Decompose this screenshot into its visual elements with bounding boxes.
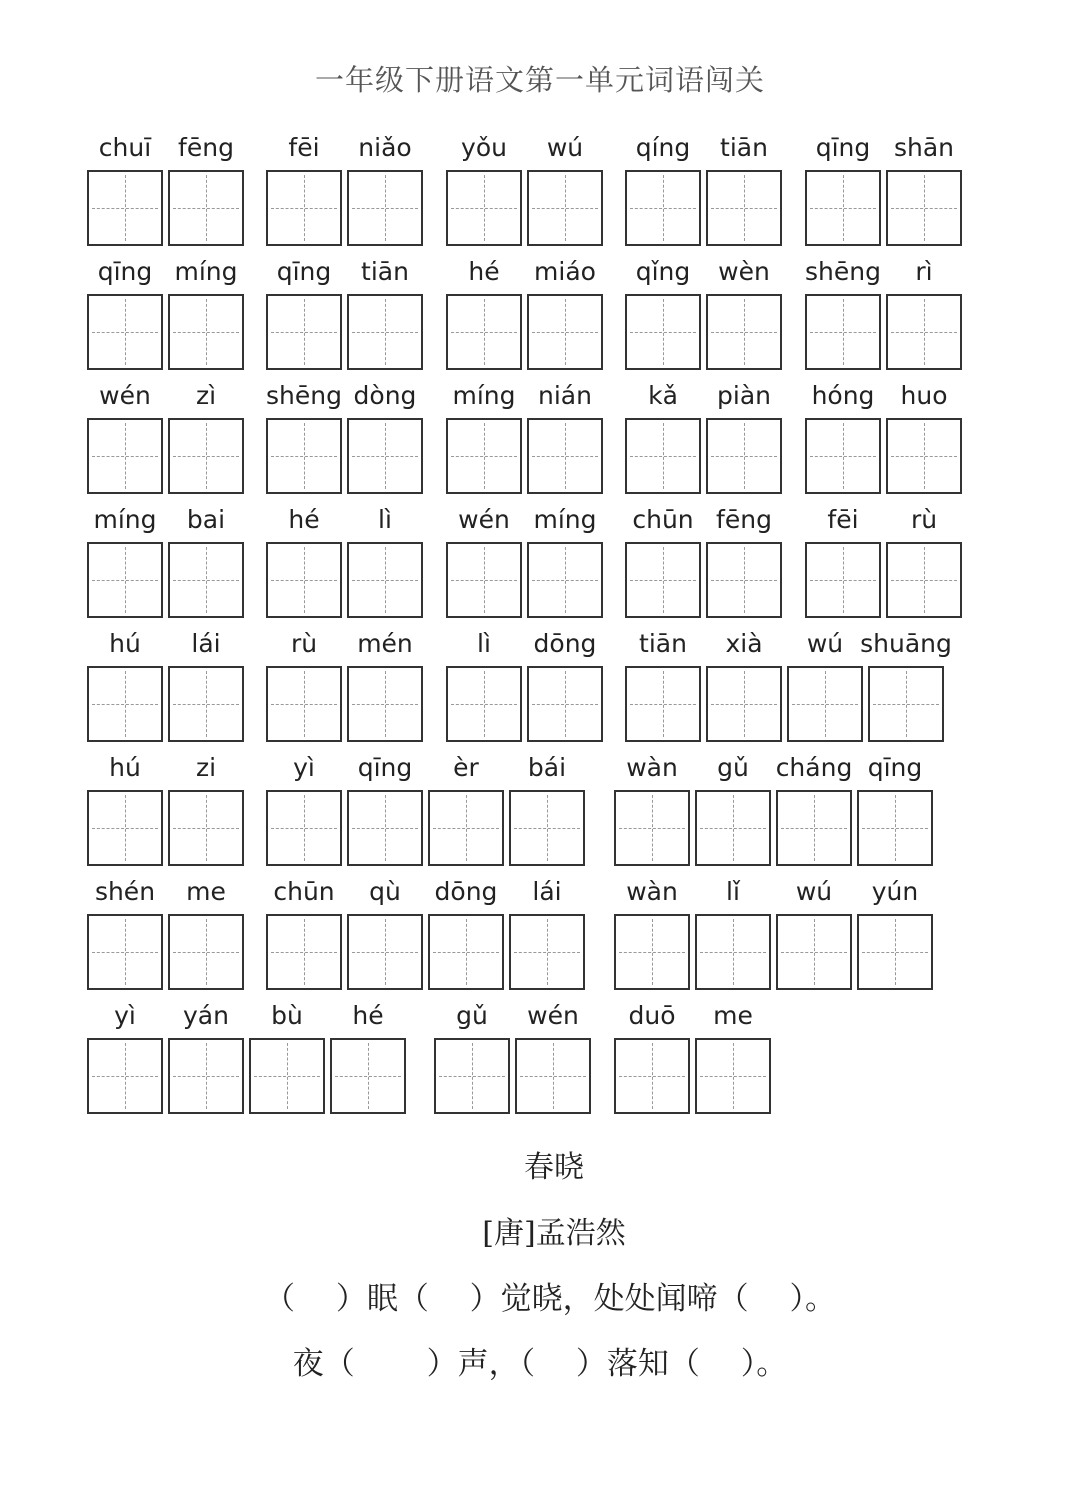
tianzige-writing-box[interactable]	[776, 914, 852, 990]
tianzige-writing-box[interactable]	[347, 790, 423, 866]
pinyin-label: míng	[533, 505, 597, 534]
pinyin-label: shén	[94, 877, 156, 906]
pinyin-label: shēng	[805, 257, 881, 286]
character-cell	[87, 629, 163, 741]
pinyin-label: wàn	[626, 753, 678, 782]
character-cell	[168, 133, 244, 245]
tianzige-writing-box[interactable]	[446, 666, 522, 742]
character-cell	[446, 629, 522, 741]
pinyin-label: wén	[527, 1001, 579, 1030]
word-group	[446, 629, 608, 741]
word-group	[805, 257, 967, 369]
tianzige-writing-box[interactable]	[446, 170, 522, 246]
pinyin-label: yún	[871, 877, 919, 906]
poem-line-2: 夜（ ）声，（ ）落知（ ）。	[292, 1346, 788, 1382]
tianzige-writing-box[interactable]	[87, 542, 163, 618]
word-group	[266, 877, 590, 989]
pinyin-label: tiān	[720, 133, 768, 162]
pinyin-label: cháng	[775, 753, 853, 782]
pinyin-label: niǎo	[358, 133, 412, 162]
character-cell	[428, 877, 504, 989]
pinyin-label: wén	[99, 381, 151, 410]
character-cell	[857, 753, 933, 865]
pinyin-label: qīng	[276, 257, 332, 286]
tianzige-writing-box[interactable]	[347, 418, 423, 494]
character-cell	[168, 629, 244, 741]
character-cell	[787, 629, 863, 741]
pinyin-label: shēng	[266, 381, 342, 410]
pinyin-label: wú	[795, 877, 833, 906]
tianzige-writing-box[interactable]	[625, 170, 701, 246]
tianzige-writing-box[interactable]	[434, 1038, 510, 1114]
tianzige-writing-box[interactable]	[249, 1038, 325, 1114]
tianzige-writing-box[interactable]	[347, 666, 423, 742]
tianzige-writing-box[interactable]	[695, 790, 771, 866]
tianzige-writing-box[interactable]	[87, 914, 163, 990]
character-cell	[527, 505, 603, 617]
tianzige-writing-box[interactable]	[805, 170, 881, 246]
character-cell	[446, 133, 522, 245]
character-cell	[805, 381, 881, 493]
tianzige-writing-box[interactable]	[347, 542, 423, 618]
tianzige-writing-box[interactable]	[428, 790, 504, 866]
character-cell	[614, 877, 690, 989]
character-cell	[168, 505, 244, 617]
tianzige-writing-box[interactable]	[625, 666, 701, 742]
word-group	[87, 753, 249, 865]
tianzige-writing-box[interactable]	[87, 418, 163, 494]
character-cell	[695, 877, 771, 989]
tianzige-writing-box[interactable]	[347, 294, 423, 370]
character-cell	[266, 629, 342, 741]
pinyin-label: qīng	[867, 753, 923, 782]
character-cell	[614, 1001, 690, 1113]
word-group	[266, 381, 428, 493]
word-group	[805, 133, 967, 245]
word-group	[87, 381, 249, 493]
pinyin-label: wú	[806, 629, 844, 658]
word-group	[625, 133, 787, 245]
tianzige-writing-box[interactable]	[886, 542, 962, 618]
pinyin-label: chūn	[632, 505, 694, 534]
character-cell	[625, 505, 701, 617]
word-row	[0, 133, 1080, 245]
tianzige-writing-box[interactable]	[446, 294, 522, 370]
pinyin-label: xià	[725, 629, 763, 658]
character-cell	[886, 133, 962, 245]
pinyin-label: lì	[378, 505, 392, 534]
pinyin-label: chūn	[273, 877, 335, 906]
word-group	[266, 629, 428, 741]
tianzige-writing-box[interactable]	[527, 418, 603, 494]
tianzige-writing-box[interactable]	[706, 418, 782, 494]
pinyin-label: fēi	[827, 505, 859, 534]
pinyin-label: dōng	[533, 629, 597, 658]
tianzige-writing-box[interactable]	[509, 790, 585, 866]
word-group	[446, 133, 608, 245]
character-cell	[87, 877, 163, 989]
tianzige-writing-box[interactable]	[886, 294, 962, 370]
tianzige-writing-box[interactable]	[886, 418, 962, 494]
pinyin-label: wèn	[718, 257, 770, 286]
word-group	[614, 877, 938, 989]
word-group	[266, 505, 428, 617]
pinyin-label: míng	[452, 381, 516, 410]
tianzige-writing-box[interactable]	[527, 666, 603, 742]
tianzige-writing-box[interactable]	[857, 790, 933, 866]
word-row	[0, 877, 1080, 989]
tianzige-writing-box[interactable]	[857, 914, 933, 990]
pinyin-label: hóng	[811, 381, 875, 410]
word-group	[434, 1001, 596, 1113]
character-cell	[87, 381, 163, 493]
tianzige-writing-box[interactable]	[87, 790, 163, 866]
tianzige-writing-box[interactable]	[168, 790, 244, 866]
character-cell	[857, 877, 933, 989]
character-cell	[168, 753, 244, 865]
word-group	[87, 505, 249, 617]
character-cell	[266, 505, 342, 617]
pinyin-label: fēng	[178, 133, 234, 162]
word-group	[446, 381, 608, 493]
pinyin-label: qù	[369, 877, 401, 906]
word-row	[0, 753, 1080, 865]
character-cell	[509, 753, 585, 865]
pinyin-label: fēi	[288, 133, 320, 162]
word-group	[87, 1001, 411, 1113]
tianzige-writing-box[interactable]	[266, 294, 342, 370]
character-cell	[527, 629, 603, 741]
tianzige-writing-box[interactable]	[266, 666, 342, 742]
tianzige-writing-box[interactable]	[446, 418, 522, 494]
tianzige-writing-box[interactable]	[87, 1038, 163, 1114]
character-cell	[706, 505, 782, 617]
character-cell	[347, 753, 423, 865]
tianzige-writing-box[interactable]	[266, 790, 342, 866]
pinyin-label: qíng	[635, 133, 691, 162]
pinyin-label: zì	[195, 381, 217, 410]
character-cell	[625, 133, 701, 245]
pinyin-label: gǔ	[456, 1001, 488, 1030]
word-group	[266, 257, 428, 369]
tianzige-writing-box[interactable]	[168, 542, 244, 618]
tianzige-writing-box[interactable]	[347, 914, 423, 990]
word-group	[625, 629, 952, 741]
tianzige-writing-box[interactable]	[625, 418, 701, 494]
tianzige-writing-box[interactable]	[614, 790, 690, 866]
pinyin-label: tiān	[361, 257, 409, 286]
character-cell	[446, 505, 522, 617]
pinyin-label: shān	[893, 133, 955, 162]
tianzige-writing-box[interactable]	[509, 914, 585, 990]
pinyin-label: mén	[357, 629, 413, 658]
tianzige-writing-box[interactable]	[706, 170, 782, 246]
pinyin-label: èr	[453, 753, 479, 782]
tianzige-writing-box[interactable]	[168, 1038, 244, 1114]
pinyin-label: wén	[458, 505, 510, 534]
character-cell	[347, 381, 423, 493]
character-cell	[886, 257, 962, 369]
pinyin-label: dòng	[353, 381, 417, 410]
tianzige-writing-box[interactable]	[515, 1038, 591, 1114]
tianzige-writing-box[interactable]	[776, 790, 852, 866]
character-cell	[87, 257, 163, 369]
character-cell	[614, 753, 690, 865]
pinyin-label: hé	[352, 1001, 384, 1030]
character-cell	[87, 753, 163, 865]
tianzige-writing-box[interactable]	[706, 666, 782, 742]
tianzige-writing-box[interactable]	[347, 170, 423, 246]
character-cell	[860, 629, 952, 741]
character-cell	[509, 877, 585, 989]
character-cell	[805, 257, 881, 369]
pinyin-label: hé	[288, 505, 320, 534]
word-group	[614, 1001, 776, 1113]
pinyin-label: hú	[109, 753, 141, 782]
tianzige-writing-box[interactable]	[805, 294, 881, 370]
pinyin-label: hé	[468, 257, 500, 286]
tianzige-writing-box[interactable]	[625, 294, 701, 370]
worksheet-title: 一年级下册语文第一单元词语闯关	[314, 63, 765, 97]
pinyin-label: me	[713, 1001, 753, 1030]
word-row	[0, 257, 1080, 369]
word-group	[446, 505, 608, 617]
pinyin-label: tiān	[639, 629, 687, 658]
pinyin-label: bù	[271, 1001, 303, 1030]
character-cell	[434, 1001, 510, 1113]
pinyin-label: gǔ	[717, 753, 749, 782]
tianzige-writing-box[interactable]	[706, 542, 782, 618]
word-group	[87, 133, 249, 245]
character-cell	[527, 133, 603, 245]
pinyin-label: lái	[532, 877, 562, 906]
tianzige-writing-box[interactable]	[266, 542, 342, 618]
word-group	[805, 381, 967, 493]
tianzige-writing-box[interactable]	[695, 1038, 771, 1114]
tianzige-writing-box[interactable]	[886, 170, 962, 246]
pinyin-label: miáo	[534, 257, 596, 286]
pinyin-label: bai	[186, 505, 226, 534]
pinyin-label: lái	[191, 629, 221, 658]
tianzige-writing-box[interactable]	[446, 542, 522, 618]
character-cell	[527, 381, 603, 493]
poem-line-1: （ ）眠（ ）觉晓，处处闻啼（ ）。	[263, 1281, 837, 1317]
character-cell	[776, 877, 852, 989]
pinyin-label: qīng	[357, 753, 413, 782]
tianzige-writing-box[interactable]	[706, 294, 782, 370]
character-cell	[625, 257, 701, 369]
character-cell	[168, 381, 244, 493]
tianzige-writing-box[interactable]	[787, 666, 863, 742]
tianzige-writing-box[interactable]	[330, 1038, 406, 1114]
character-cell	[706, 381, 782, 493]
word-group	[625, 381, 787, 493]
character-cell	[625, 629, 701, 741]
tianzige-writing-box[interactable]	[527, 170, 603, 246]
word-group	[625, 505, 787, 617]
character-cell	[706, 133, 782, 245]
character-cell	[805, 133, 881, 245]
character-cell	[706, 629, 782, 741]
tianzige-writing-box[interactable]	[87, 666, 163, 742]
pinyin-label: míng	[93, 505, 157, 534]
tianzige-writing-box[interactable]	[87, 294, 163, 370]
character-cell	[168, 877, 244, 989]
character-cell	[347, 133, 423, 245]
tianzige-writing-box[interactable]	[805, 418, 881, 494]
pinyin-label: duō	[628, 1001, 676, 1030]
character-cell	[347, 257, 423, 369]
tianzige-writing-box[interactable]	[266, 418, 342, 494]
word-group	[87, 257, 249, 369]
character-cell	[330, 1001, 406, 1113]
tianzige-writing-box[interactable]	[266, 170, 342, 246]
tianzige-writing-box[interactable]	[168, 418, 244, 494]
tianzige-writing-box[interactable]	[695, 914, 771, 990]
word-group	[614, 753, 938, 865]
word-group	[266, 753, 590, 865]
pinyin-label: huo	[900, 381, 948, 410]
poem-author: [唐]孟浩然	[482, 1216, 626, 1251]
pinyin-label: yǒu	[461, 133, 507, 162]
tianzige-writing-box[interactable]	[805, 542, 881, 618]
pinyin-label: lì	[477, 629, 491, 658]
pinyin-label: hú	[109, 629, 141, 658]
pinyin-label: fēng	[716, 505, 772, 534]
poem-title: 春晓	[524, 1150, 584, 1185]
tianzige-writing-box[interactable]	[168, 666, 244, 742]
pinyin-label: yì	[293, 753, 315, 782]
pinyin-label: me	[186, 877, 226, 906]
pinyin-label: yì	[114, 1001, 136, 1030]
character-cell	[168, 257, 244, 369]
character-cell	[266, 877, 342, 989]
character-cell	[347, 629, 423, 741]
pinyin-label: rù	[910, 505, 938, 534]
pinyin-label: nián	[538, 381, 592, 410]
tianzige-writing-box[interactable]	[625, 542, 701, 618]
character-cell	[266, 133, 342, 245]
pinyin-label: piàn	[717, 381, 771, 410]
pinyin-label: bái	[527, 753, 567, 782]
character-cell	[527, 257, 603, 369]
tianzige-writing-box[interactable]	[614, 1038, 690, 1114]
word-row	[0, 629, 1080, 741]
pinyin-label: dōng	[434, 877, 498, 906]
character-cell	[266, 753, 342, 865]
pinyin-label: qīng	[97, 257, 153, 286]
word-group	[266, 133, 428, 245]
character-cell	[805, 505, 881, 617]
character-cell	[515, 1001, 591, 1113]
pinyin-label: zi	[195, 753, 217, 782]
character-cell	[446, 257, 522, 369]
character-cell	[695, 753, 771, 865]
character-cell	[249, 1001, 325, 1113]
character-cell	[347, 505, 423, 617]
pinyin-label: qǐng	[635, 257, 691, 286]
tianzige-writing-box[interactable]	[168, 170, 244, 246]
character-cell	[446, 381, 522, 493]
character-cell	[886, 505, 962, 617]
pinyin-label: wú	[546, 133, 584, 162]
word-group	[805, 505, 967, 617]
pinyin-label: rì	[915, 257, 933, 286]
tianzige-writing-box[interactable]	[168, 914, 244, 990]
character-cell	[87, 133, 163, 245]
character-cell	[87, 1001, 163, 1113]
pinyin-label: míng	[174, 257, 238, 286]
tianzige-writing-box[interactable]	[868, 666, 944, 742]
character-cell	[695, 1001, 771, 1113]
tianzige-writing-box[interactable]	[527, 542, 603, 618]
tianzige-writing-box[interactable]	[428, 914, 504, 990]
pinyin-label: wàn	[626, 877, 678, 906]
character-cell	[87, 505, 163, 617]
character-cell	[886, 381, 962, 493]
pinyin-label: qīng	[815, 133, 871, 162]
word-group	[87, 629, 249, 741]
pinyin-label: shuāng	[860, 629, 952, 658]
character-cell	[428, 753, 504, 865]
character-cell	[776, 753, 852, 865]
character-cell	[168, 1001, 244, 1113]
pinyin-label: chuī	[98, 133, 152, 162]
character-cell	[347, 877, 423, 989]
character-cell	[706, 257, 782, 369]
pinyin-label: yán	[183, 1001, 229, 1030]
pinyin-label: rù	[290, 629, 318, 658]
tianzige-writing-box[interactable]	[614, 914, 690, 990]
character-cell	[625, 381, 701, 493]
tianzige-writing-box[interactable]	[527, 294, 603, 370]
word-group	[625, 257, 787, 369]
tianzige-writing-box[interactable]	[168, 294, 244, 370]
word-row	[0, 1001, 1080, 1113]
pinyin-label: kǎ	[648, 381, 678, 410]
character-cell	[266, 257, 342, 369]
word-row	[0, 505, 1080, 617]
word-row	[0, 381, 1080, 493]
character-cell	[266, 381, 342, 493]
word-group	[87, 877, 249, 989]
tianzige-writing-box[interactable]	[87, 170, 163, 246]
tianzige-writing-box[interactable]	[266, 914, 342, 990]
word-group	[446, 257, 608, 369]
pinyin-label: lǐ	[726, 877, 740, 906]
